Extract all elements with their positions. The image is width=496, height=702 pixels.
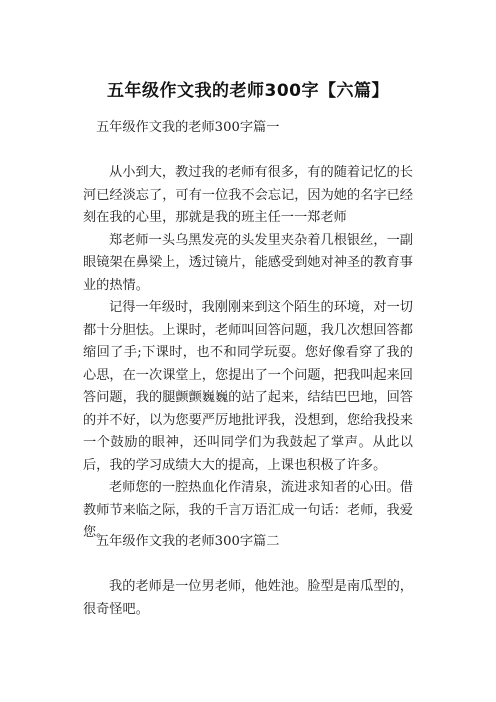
document-title: 五年级作文我的老师300字【六篇】 [107, 81, 389, 101]
paragraph: 我的老师是一位男老师，他姓池。脸型是南瓜型的，很奇怪吧。 [83, 579, 413, 617]
paragraph: 记得一年级时，我刚刚来到这个陌生的环境，对一切都十分胆怯。上课时，老师叫回答问题，我几次想回答都缩回了手;下课时，也不和同学玩耍。您好像看穿了我的心思，在一次课堂上，您提出了一个问题，把我叫起来回答问题，我的腿颤颤巍巍的站了起来，结结巴巴地，回答的并不好，以为您要严厉地批评我，没想到，您给我投来一个鼓励的眼神，还叫同学们为我鼓起了掌声。从此以后，我的学习成绩大大的提高，上课也积极了许多。 [83, 300, 413, 473]
paragraph: 从小到大，教过我的老师有很多，有的随着记忆的长河已经淡忘了，可有一位我不会忘记，因为她的名字已经刻在我的心里，那就是我的班主任一一郑老师 [83, 165, 413, 225]
paragraph: 郑老师一头乌黑发亮的头发里夹杂着几根银丝，一副眼镜架在鼻梁上，透过镜片，能感受到她对神圣的教育事业的热情。 [83, 232, 413, 293]
section-body-1 [83, 162, 413, 545]
section-body-2 [83, 576, 413, 621]
section-heading-2: 五年级作文我的老师300字篇二 [96, 534, 280, 549]
paragraph: 老师您的一腔热血化作清泉，流进求知者的心田。借教师节来临之际，我的千言万语汇成一句话：老师，我爱您。 [83, 480, 413, 540]
section-heading-1: 五年级作文我的老师300字篇一 [96, 120, 280, 135]
